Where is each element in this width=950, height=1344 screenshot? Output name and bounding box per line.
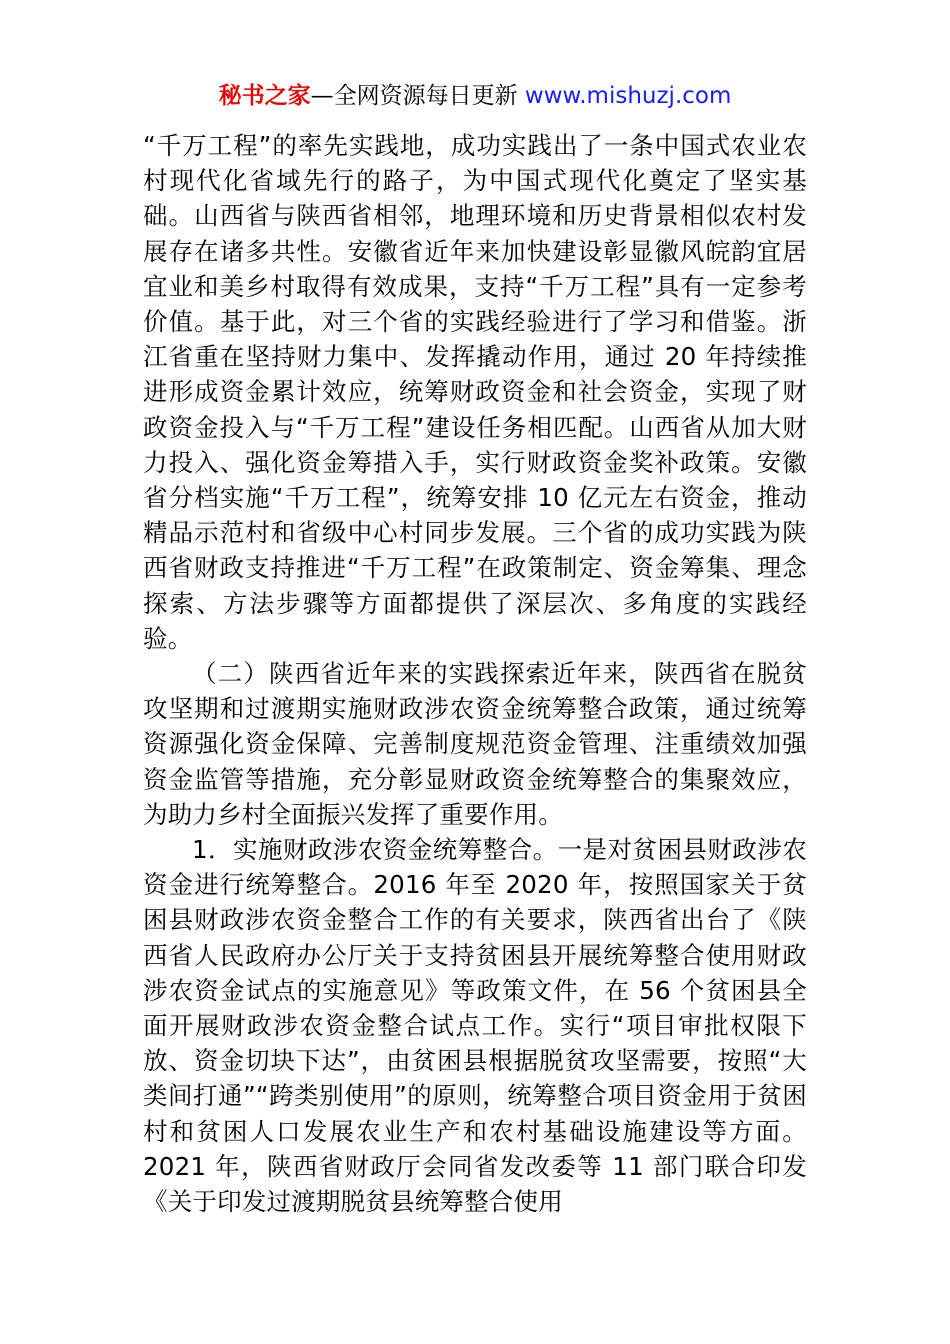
- site-url-link[interactable]: www.mishuzj.com: [524, 83, 732, 109]
- paragraph-continuation: “千万工程”的率先实践地，成功实践出了一条中国式农业农村现代化省域先行的路子，为中国式现代化奠定了坚实基础。山西省与陕西省相邻，地理环境和历史背景相似农村发展存在诸多共性。安徽省近年来加快建设彰显徽风皖韵宜居宜业和美乡村取得有效成果，支持“千万工程”具有一定参考价值。基于此，对三个省的实践经验进行了学习和借鉴。浙江省重在坚持财力集中、发挥撬动作用，通过 20 年持续推进形成资金累计效应，统筹财政资金和社会资金，实现了财政资金投入与“千万工程”建设任务相匹配。山西省从加大财力投入、强化资金筹措入手，实行财政资金奖补政策。安徽省分档实施“千万工程”，统筹安排 10 亿元左右资金，推动精品示范村和省级中心村同步发展。三个省的成功实践为陕西省财政支持推进“千万工程”在政策制定、资金筹集、理念探索、方法步骤等方面都提供了深层次、多角度的实践经验。: [143, 131, 807, 653]
- site-brand: 秘书之家: [218, 83, 311, 109]
- document-body: [143, 128, 807, 1219]
- paragraph-item-1: 1．实施财政涉农资金统筹整合。一是对贫困县财政涉农资金进行统筹整合。2016 年至 2020 年，按照国家关于贫困县财政涉农资金整合工作的有关要求，陕西省出台了《陕西省人民政府办公厅关于支持贫困县开展统筹整合使用财政涉农资金试点的实施意见》等政策文件，在 56 个贫困县全面开展财政涉农资金整合试点工作。实行“项目审批权限下放、资金切块下达”，由贫困县根据脱贫攻坚需要，按照“大类间打通”“跨类别使用”的原则，统筹整合项目资金用于贫困村和贫困人口发展农业生产和农村基础设施建设等方面。2021 年，陕西省财政厅会同省发改委等 11 部门联合印发《关于印发过渡期脱贫县统筹整合使用: [143, 835, 807, 1217]
- site-tagline: —全网资源每日更新: [310, 83, 525, 109]
- site-header: [0, 80, 950, 112]
- paragraph-section-heading: （二）陕西省近年来的实践探索近年来，陕西省在脱贫攻坚期和过渡期实施财政涉农资金统筹整合政策，通过统筹资源强化资金保障、完善制度规范资金管理、注重绩效加强资金监管等措施，充分彰显财政资金统筹整合的集聚效应，为助力乡村全面振兴发挥了重要作用。: [143, 659, 807, 829]
